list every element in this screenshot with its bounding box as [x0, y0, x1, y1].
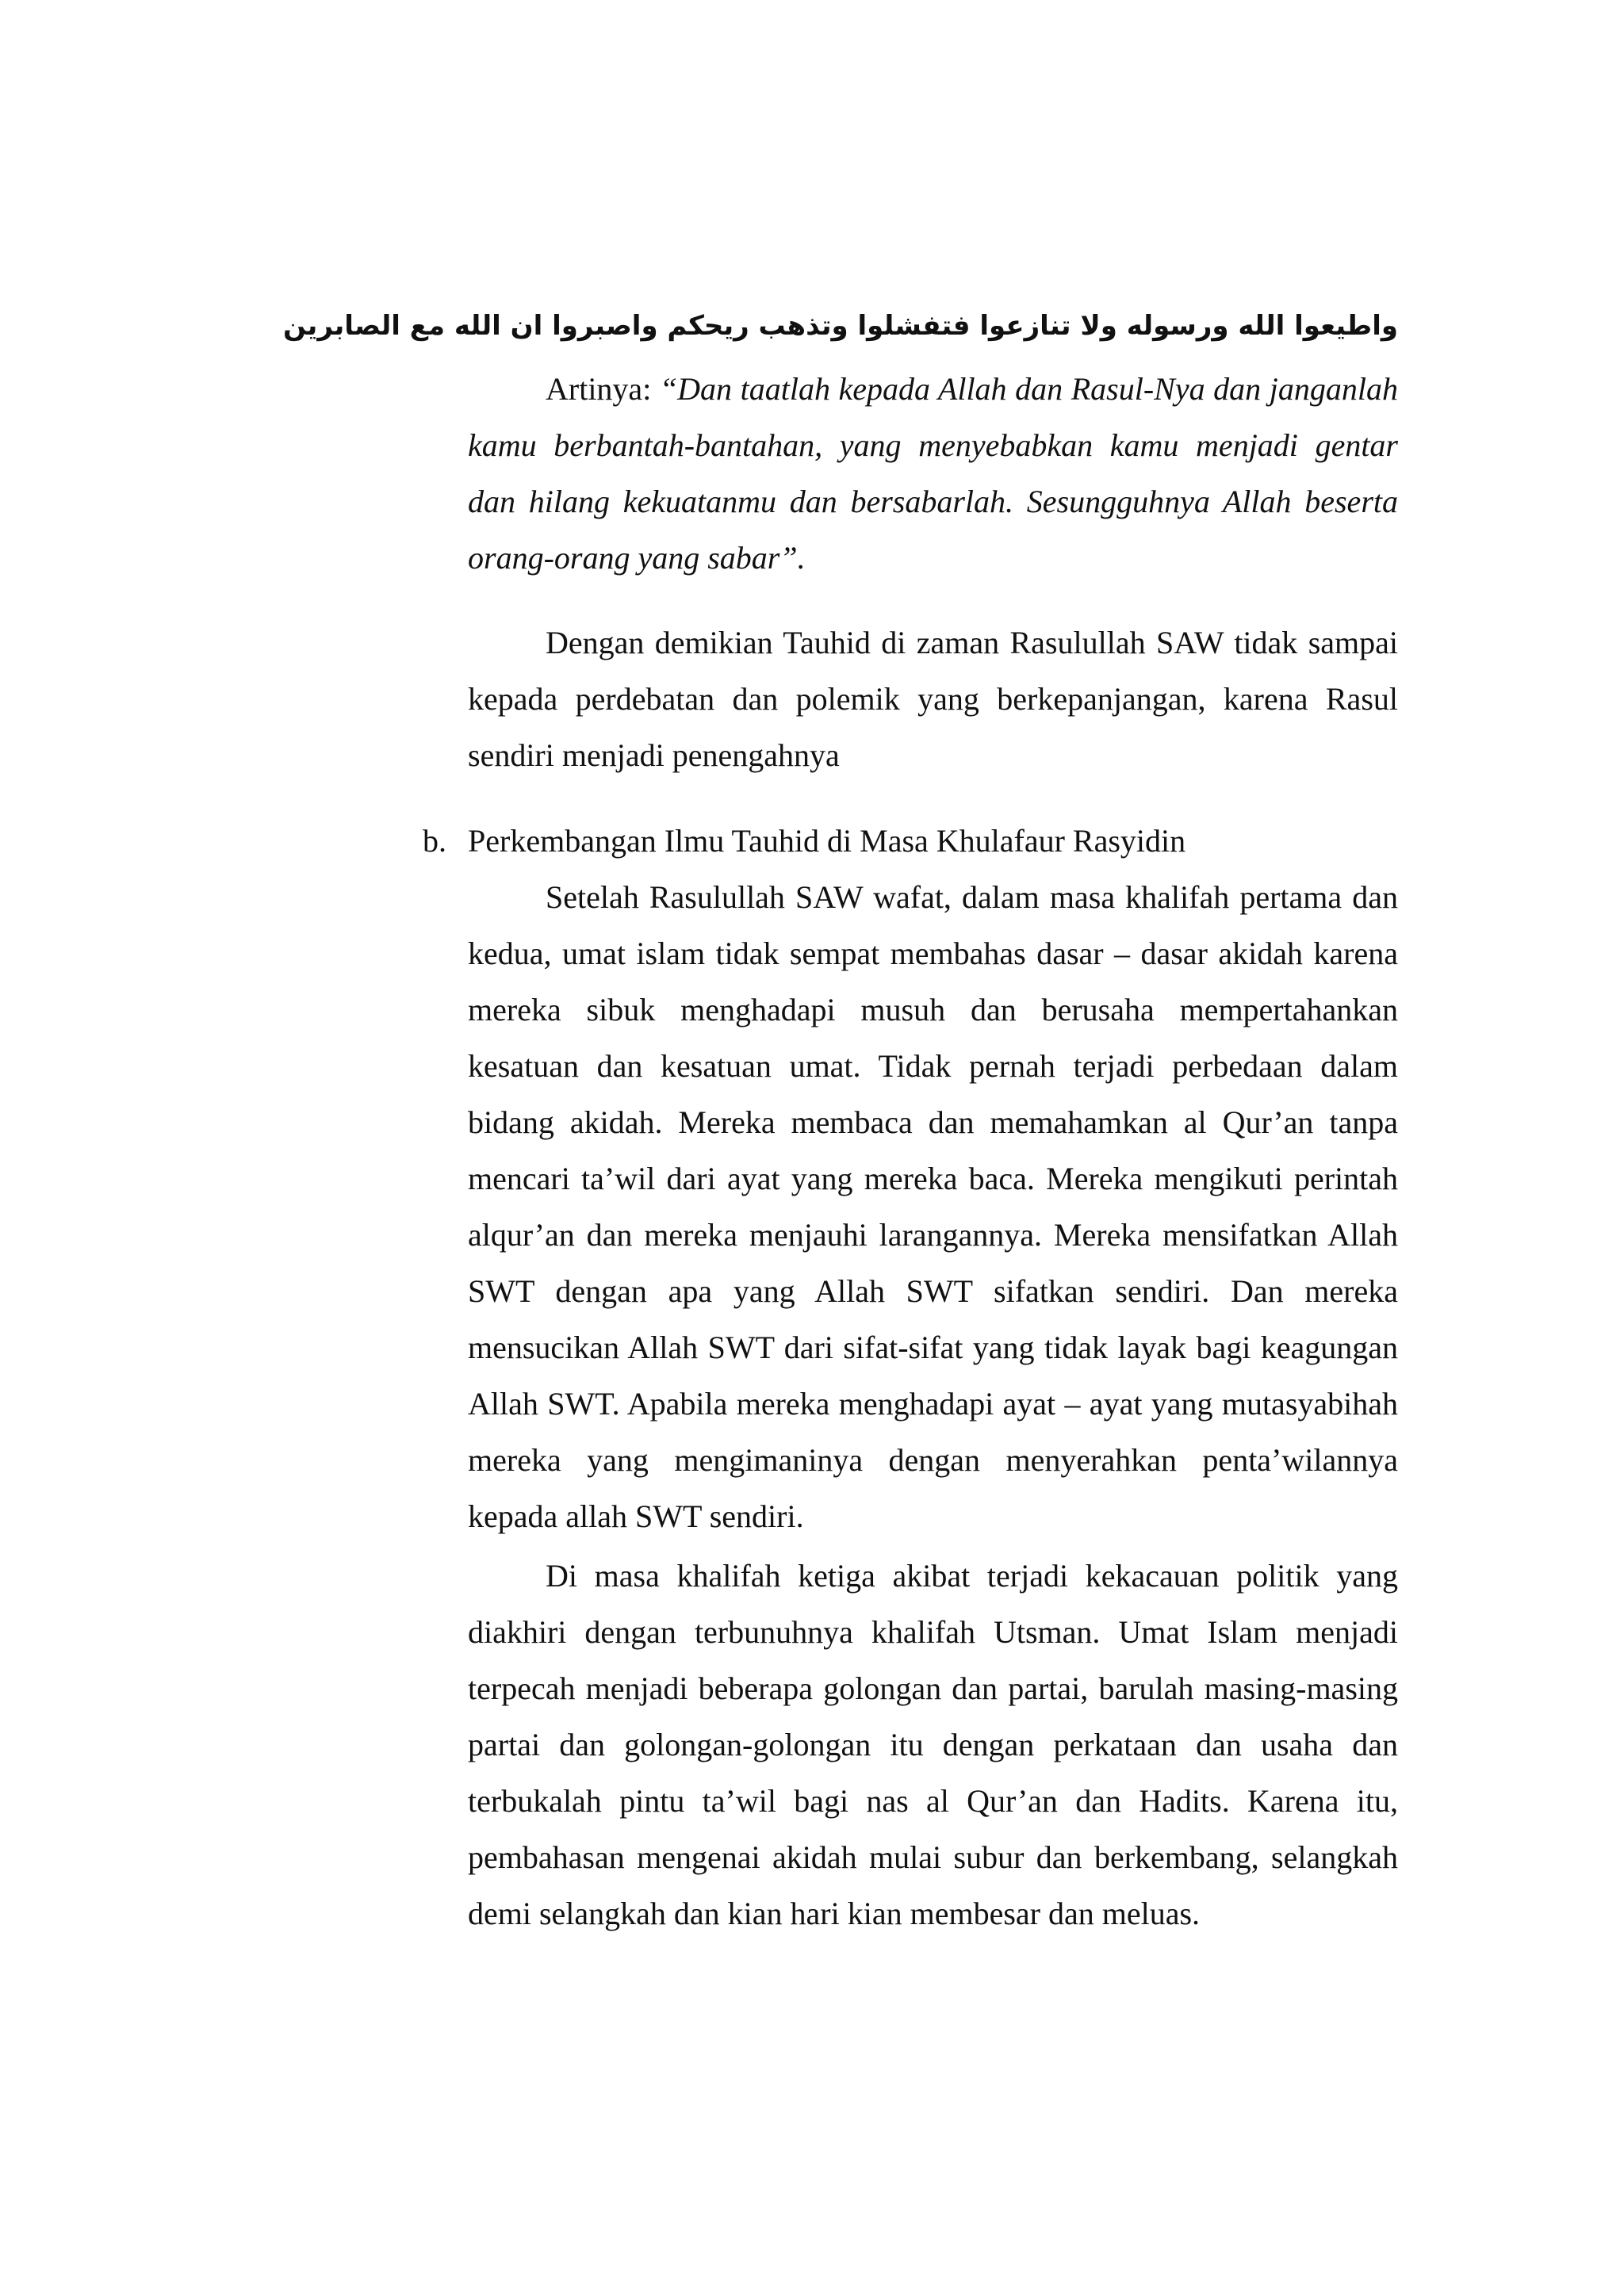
verse-translation	[468, 361, 1398, 586]
section-heading-b	[423, 813, 1185, 869]
section-title: Perkembangan Ilmu Tauhid di Masa Khulafaur Rasyidin	[468, 823, 1186, 859]
paragraph-tauhid-rasulullah	[468, 614, 1398, 783]
paragraph-khalifah-pertama-kedua	[468, 869, 1398, 1544]
paragraph-3-text: Di masa khalifah ketiga akibat terjadi kekacauan politik yang diakhiri dengan terbunuhnya khalifah Utsman. Umat Islam menjadi terpecah menjadi beberapa golongan dan partai, barulah masing-masing partai dan golongan-golongan itu dengan perkataan dan usaha dan terbukalah pintu ta’wil bagi nas al Qur’an dan Hadits. Karena itu, pembahasan mengenai akidah mulai subur dan berkembang, selangkah demi selangkah dan kian hari kian membesar dan meluas.	[468, 1558, 1398, 1931]
arabic-verse: واطيعوا الله ورسوله ولا تنازعوا فتفشلوا وتذهب ريحكم واصبروا ان الله مع الصابرين	[282, 310, 1398, 342]
translation-text: “Dan taatlah kepada Allah dan Rasul-Nya dan janganlah kamu berbantah-bantahan, yang menyebabkan kamu menjadi gentar dan hilang kekuatanmu dan bersabarlah. Sesungguhnya Allah beserta orang-orang yang sabar”.	[468, 371, 1398, 576]
translation-label: Artinya:	[546, 371, 660, 407]
paragraph-khalifah-ketiga	[468, 1548, 1398, 1942]
paragraph-2-text: Setelah Rasulullah SAW wafat, dalam masa khalifah pertama dan kedua, umat islam tidak sempat membahas dasar – dasar akidah karena mereka sibuk menghadapi musuh dan berusaha mempertahankan kesatuan dan kesatuan umat. Tidak pernah terjadi perbedaan dalam bidang akidah. Mereka membaca dan memahamkan al Qur’an tanpa mencari ta’wil dari ayat yang mereka baca. Mereka mengikuti perintah alqur’an dan mereka menjauhi larangannya. Mereka mensifatkan Allah SWT dengan apa yang Allah SWT sifatkan sendiri. Dan mereka mensucikan Allah SWT dari sifat-sifat yang tidak layak bagi keagungan Allah SWT. Apabila mereka menghadapi ayat – ayat yang mutasyabihah mereka yang mengimaninya dengan menyerahkan penta’wilannya kepada allah SWT sendiri.	[468, 879, 1398, 1534]
section-marker: b.	[423, 823, 446, 859]
paragraph-1-text: Dengan demikian Tauhid di zaman Rasulullah SAW tidak sampai kepada perdebatan dan polemik yang berkepanjangan, karena Rasul sendiri menjadi penengahnya	[468, 625, 1398, 773]
